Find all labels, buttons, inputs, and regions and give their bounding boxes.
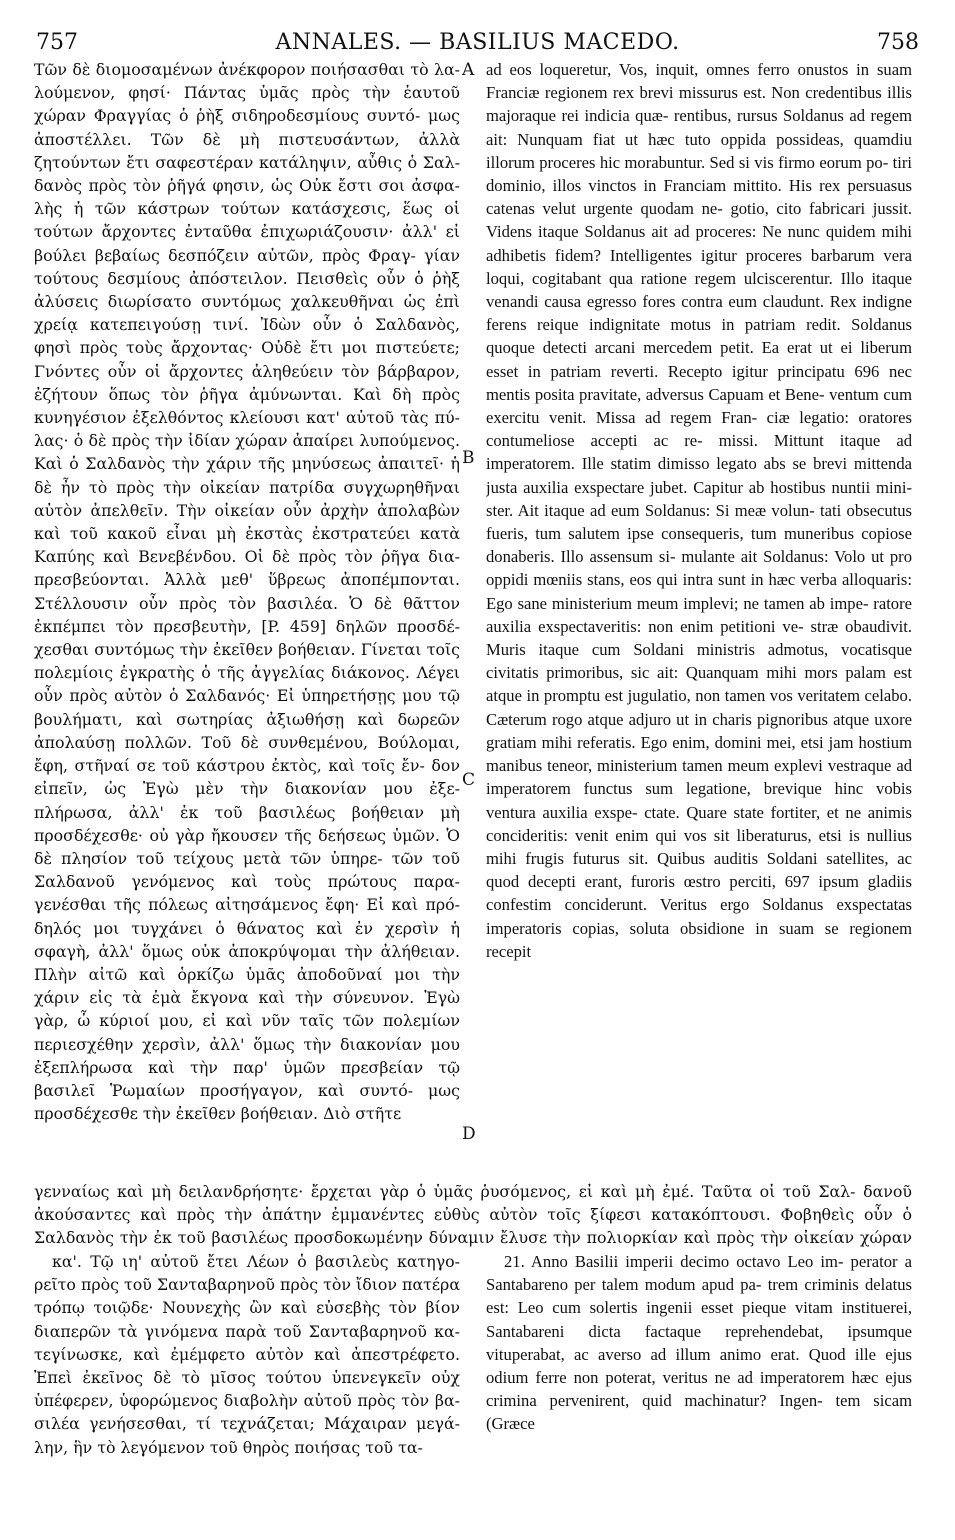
greek-text-column-2 [34, 1250, 460, 1536]
marker-d: D [462, 1124, 476, 1144]
page-number-left: 757 [36, 30, 78, 55]
marker-b: B [462, 448, 475, 468]
page-number-right: 758 [877, 30, 919, 55]
running-header [36, 30, 919, 60]
latin-text-column [486, 58, 912, 1180]
latin-paragraph-21: 21. Anno Basilii imperii decimo octavo Leo im- perator a Santabareno per talem modum apud pa- trem criminis delatus est: Leo cum solertis ingenii esset pieque vitam instituerei, Santabareni dicta factaque reprehendebat, ipsumque vituperabat, ac averso ad illum animo erat. Quod ille ejus odium ferre non poterat, veritus ne ad imperatorem hæc ejus crimina pervenirent, quid machinatur? Ingen- tem sicam (Græce [486, 1252, 912, 1434]
greek-text-column [34, 58, 460, 1180]
running-title: ANNALES. — BASILIUS MACEDO. [275, 30, 680, 55]
latin-text-column-2 [486, 1250, 912, 1536]
full-width-paragraph: γενναίως καὶ μὴ δειλανδρήσητε· ἔρχεται γὰρ ὁ ὑμᾶς ῥυσόμενος, εἰ καὶ μὴ ἐμέ. Ταῦτα οἱ τοῦ Σαλ- δανοῦ ἀκούσαντες καὶ πρὸς τὴν ἀπάτην ἐμμανέντες εὐθὺς αὐτὸν τοῖς ξίφεσι κατακόπτουσι. Φοβηθεὶς οὖν ὁ Σαλδανὸς τὴν ἐκ τοῦ βασιλέως προσδοκωμένην δύναμιν ἔλυσε τὴν πολιορκίαν καὶ πρὸς τὴν οἰκείαν χώραν [34, 1182, 912, 1248]
greek-paragraph-21: κα'. Τῷ ιη' αὐτοῦ ἔτει Λέων ὁ βασιλεὺς κατηγο- ρεῖτο πρὸς τοῦ Σανταβαρηνοῦ πρὸς τὸν ἴδιον πατέρα τρόπῳ τοιῷδε· Νουνεχὴς ὢν καὶ εὐσεβὴς τὸν βίον διαπερῶν τὰ γινόμενα παρὰ τοῦ Σανταβαρηνοῦ κα- τεγίνωσκε, καὶ ἐμέμφετο αὐτὸν καὶ ἀπεστρέφετο. Ἐπεὶ ἐκεῖνος δὲ τὸ μῖσος τούτου ὑπενεγκεῖν οὐχ ὑπέφερεν, ὑφορώμενος διαβολὴν αὐτοῦ πρὸς τὸν βα- σιλέα γενήσεσθαι, τί τεχνάζεται; Μάχαιραν μεγά- λην, ἣν τὸ λεγόμενον τοῦ θηρὸς ποιήσας τοῦ τα- [34, 1252, 460, 1457]
marker-c: C [462, 770, 476, 790]
marker-a: A [462, 60, 475, 80]
latin-paragraph: ad eos loqueretur, Vos, inquit, omnes ferro onustos in suam Franciæ regionem rex brevi missurus est. Non credentibus illis majoraque rei indicia quæ- rentibus, rursus Soldanus ad regem ait: Nunquam fiat ut hæc tuto oppida possideas, quamdiu illorum proceres hic morabuntur. Sed si vis firmo eorum po- tiri dominio, illos vinctos in Franciam mittito. His rex persuasus catenas velut urgente quodam ne- gotio, cito fabricari jussit. Videns itaque Soldanus ait ad proceres: Ne nunc quidem mihi adhibetis fidem? Intelligentes igitur proceres barbarum vera loqui, cogitabant qua ratione regem ulciscerentur. Illo itaque venandi causa egresso fores contra eum claudunt. Rex indigne ferens reique indignitate motus in patriam redit. Soldanus quoque detecti arcani mercedem petit. Ea erat ut ei liberum esset in patriam reverti. Recepto igitur principatu 696 nec mentis posita pravitate, adversus Capuam et Bene- ventum cum exercitu venit. Missa ad regem Fran- ciæ legatio: oratores contumeliose accepti ac re- missi. Mittunt itaque ad imperatorem. Ille statim dimisso legato abs se brevi mittenda justa auxilia exspectare jubet. Capitur ab hostibus nuntii mini- ster. Ait itaque ad eum Soldanus: Si meæ volun- tati obsecutus fueris, tum salutem ipse consequeris, tum muneribus copiose donaberis. Illo assensum si- mulante ait Soldanus: Volo ut pro oppidi mœniis stans, eos qui intra sunt in hæc verba alloquaris: Ego sane ministerium meum implevi; ne tamen ab impe- ratore auxilia exspectaveritis: non enim petitioni ve- stræ obaudivit. Muris itaque cum Soldani ministris admotus, vocatisque civitatis primoribus, sic ait: Quanquam mihi mors palam est atque in promptu est jugulatio, non tamen vos veritatem celabo. Cæterum rogo atque adjuro ut in charis pignoribus atque uxore gratiam mihi referatis. Ego enim, domini mei, etsi jam hostium manibus teneor, ministerium tamen meum explevi vestraque ad imperatorem functus sum legatione, brevique hinc vobis ventura auxilia exspe- ctate. Quare state fortiter, et ne animis concideritis: venit enim qui vos sit liberaturus, etsi is nullius mihi frugis futurus sit. Quibus auditis Soldani satellites, ac quod decepti erant, furoris œstro perciti, 697 ipsum gladiis confestim conciderunt. Veritus ergo Soldanus exspectatas imperatoris copias, soluta obsidione in suam se regionem recepit [486, 60, 912, 961]
full-width-text [34, 1180, 912, 1250]
greek-paragraph: Τῶν δὲ διομοσαμένων ἀνέκφορον ποιήσασθαι τὸ λα- λούμενον, φησί· Πάντας ὑμᾶς πρὸς τὴν ἑαυτοῦ χώραν Φραγγίας ὁ ῥὴξ σιδηροδεσμίους συντό- μως ἀποστέλλει. Τῶν δὲ μὴ πιστευσάντων, ἀλλὰ ζητούντων ἔτι σαφεστέραν κατάληψιν, αὖθις ὁ Σαλ- δανὸς πρὸς τὸν ῥῆγά φησιν, ὡς Οὐκ ἔστι σοι ἀσφα- λὴς ἡ τῶν κάστρων τούτων κατάσχεσις, ἕως οἱ τούτων ἄρχοντες ἐνταῦθα ἐπιχωριάζουσιν· ἀλλ' εἰ βούλει βεβαίως δεσπόζειν αὐτῶν, πρὸς Φραγ- γίαν τούτους δεσμίους ἀπόστειλον. Πεισθεὶς οὖν ὁ ῥὴξ ἀλύσεις διωρίσατο συντόμως χαλκευθῆναι ὡς ἐπὶ χρείᾳ κατεπειγούσῃ τινί. Ἰδὼν οὖν ὁ Σαλδανὸς, φησὶ πρὸς τοὺς ἄρχοντας· Οὐδὲ ἔτι μοι πιστεύετε; Γνόντες οὖν οἱ ἄρχοντες ἀληθεύειν τὸν βάρβαρον, ἐζήτουν ὅπως τὸν ῥῆγα ἀμύνωνται. Καὶ δὴ πρὸς κυνηγέσιον ἐξελθόντος κλείουσι κατ' αὐτοῦ τὰς πύ- λας· ὁ δὲ πρὸς τὴν ἰδίαν χώραν ἀπαίρει λυπούμενος. Καὶ ὁ Σαλδανὸς τὴν χάριν τῆς μηνύσεως ἀπαιτεῖ· ἡ δὲ ἦν τὸ πρὸς τὴν οἰκείαν πατρίδα συγχωρηθῆναι αὐτὸν ἀπελθεῖν. Τὴν οἰκείαν οὖν ἀρχὴν ἀπολαβὼν καὶ τοῦ κακοῦ εἶναι μὴ ἐκστὰς ἐκστρατεύει κατὰ Καπύης καὶ Βενεβένδου. Οἱ δὲ πρὸς τὸν ῥῆγα δια- πρεσβεύονται. Ἀλλὰ μεθ' ὕβρεως ἀποπέμπονται. Στέλλουσιν οὖν πρὸς τὸν βασιλέα. Ὁ δὲ θᾶττον ἐκπέμπει τὸν πρεσβευτὴν, [P. 459] δηλῶν προσδέ- χεσθαι συντόμως τὴν ἐκεῖθεν βοήθειαν. Γίνεται τοῖς πολεμίοις ἐγκρατὴς ὁ τῆς ἀγγελίας διάκονος. Λέγει οὖν πρὸς αὐτὸν ὁ Σαλδανός· Εἰ ὑπηρετήσῃς μου τῷ βουλήματι, καὶ σωτηρίας ἀξιωθήσῃ καὶ δωρεῶν ἀπολαύσῃ πολλῶν. Τοῦ δὲ συνθεμένου, Βούλομαι, ἔφη, στῆναί σε τοῦ κάστρου ἐκτὸς, καὶ τοῖς ἔν- δον εἰπεῖν, ὡς Ἐγὼ μὲν τὴν διακονίαν μου ἐξε- πλήρωσα, ἀλλ' ἐκ τοῦ βασιλέως βοήθειαν μὴ προσδέχεσθε· οὐ γὰρ ἤκουσεν τῆς δεήσεως ὑμῶν. Ὁ δὲ πλησίον τοῦ τείχους μετὰ τῶν ὑπηρε- τῶν τοῦ Σαλδανοῦ γενόμενος καὶ τοὺς πρώτους παρα- γενέσθαι τῆς πόλεως αἰτησάμενος ἔφη· Εἰ καὶ πρό- δηλός μοι τυγχάνει ὁ θάνατος καὶ ἐν χερσὶν ἡ σφαγὴ, ἀλλ' ὅμως οὐκ ἀποκρύψομαι τὴν ἀλήθειαν. Πλὴν αἰτῶ καὶ ὁρκίζω ὑμᾶς ἀποδοῦναί μοι τὴν χάριν εἰς τὰ ἐμὰ ἔκγονα καὶ τὴν σύνευνον. Ἐγὼ γὰρ, ὦ κύριοί μου, εἰ καὶ νῦν ταῖς τῶν πολεμίων περιεσχέθην χερσὶν, ἀλλ' ὅμως τὴν διακονίαν μου ἐξεπλήρωσα καὶ τὴν παρ' ὑμῶν πρεσβείαν τῷ βασιλεῖ Ῥωμαίων προσήγαγον, καὶ συντό- μως προσδέχεσθε τὴν ἐκεῖθεν βοήθειαν. Διὸ στῆτε [34, 60, 460, 1124]
